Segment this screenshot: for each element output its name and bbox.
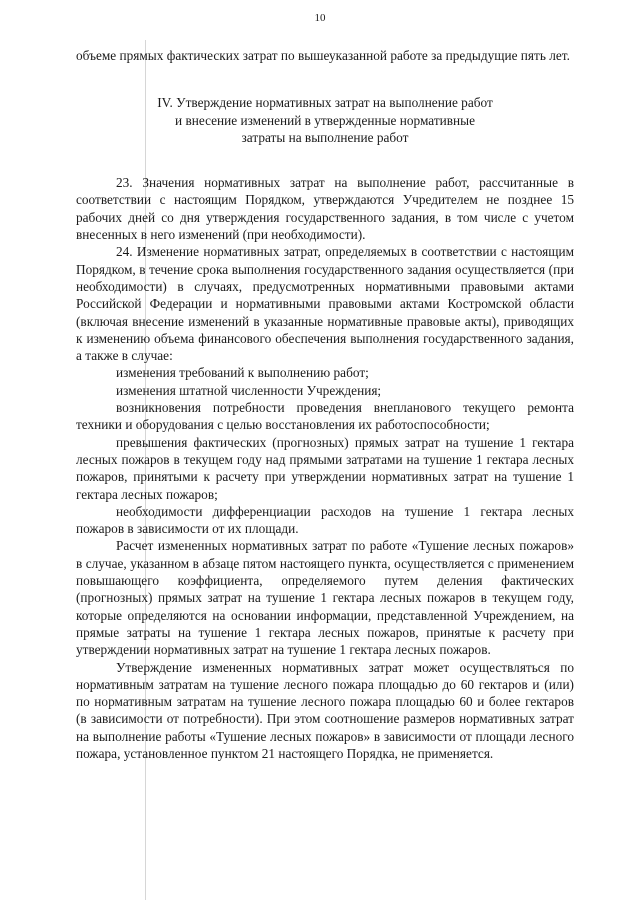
section-heading: [76, 94, 574, 146]
approval-paragraph: Утверждение измененных нормативных затрат может осуществляться по нормативным затратам на тушение лесного пожара площадью до 60 гектаров и (или) по нормативным затратам на тушение лесного пожара площадью 60 и более гектаров (в зависимости от потребности). При этом соотношение размеров нормативных затрат на выполнение работы «Тушение лесных пожаров» в зависимости от площади лесного пожара, установленное пунктом 21 настоящего Порядка, не применяется.: [76, 659, 574, 761]
section-heading-line: затраты на выполнение работ: [241, 129, 409, 145]
calculation-paragraph: Расчет измененных нормативных затрат по работе «Тушение лесных пожаров» в случае, указанном в абзаце пятом настоящего пункта, осуществляется с применением повышающего коэффициента, определяемого путем деления фактических (прогнозных) прямых затрат на тушение 1 гектара лесных пожаров в текущем году, которые определяются на основании информации, представленной Учреждением, на прямые затраты на тушение 1 гектара лесных пожаров, принятые к расчету при утверждении нормативных затрат на тушение 1 гектара лесных пожаров.: [76, 538, 574, 658]
section-heading-line: и внесение изменений в утвержденные нормативные: [175, 112, 475, 128]
list-item: возникновения потребности проведения внепланового текущего ремонта техники и оборудования с целью восстановления их работоспособности;: [76, 400, 574, 433]
paragraph-24: 24. Изменение нормативных затрат, определяемых в соответствии с настоящим Порядком, в течение срока выполнения государственного задания осуществляется (при необходимости) в случаях, предусмотренных нормативными правовыми актами Российской Федерации и нормативными правовыми актами Костромской области (включая внесение изменений в указанные нормативные правовые акты), приводящих к изменению объема финансового обеспечения выполнения государственного задания, а также в случае:: [76, 244, 574, 364]
section-heading-line: IV. Утверждение нормативных затрат на выполнение работ: [157, 95, 493, 111]
page-number: 10: [314, 12, 326, 24]
paragraph-23: 23. Значения нормативных затрат на выполнение работ, рассчитанные в соответствии с настоящим Порядком, утверждаются Учредителем не позднее 15 рабочих дней со дня утверждения государственного задания, в том числе с учетом внесенных в него изменений (при необходимости).: [76, 175, 574, 243]
list-item: необходимости дифференциации расходов на тушение 1 гектара лесных пожаров в зависимости от их площади.: [76, 503, 574, 537]
document-body: [76, 47, 574, 762]
intro-paragraph: объеме прямых фактических затрат по вышеуказанной работе за предыдущие пять лет.: [76, 48, 570, 63]
list-item: изменения штатной численности Учреждения;: [116, 382, 382, 398]
list-item: превышения фактических (прогнозных) прямых затрат на тушение 1 гектара лесных пожаров в текущем году над прямыми затратами на тушение 1 гектара лесных пожаров, принятыми к расчету при утверждении нормативных затрат на тушение 1 гектара лесных пожаров;: [76, 434, 574, 502]
list-item: изменения требований к выполнению работ;: [116, 365, 369, 381]
